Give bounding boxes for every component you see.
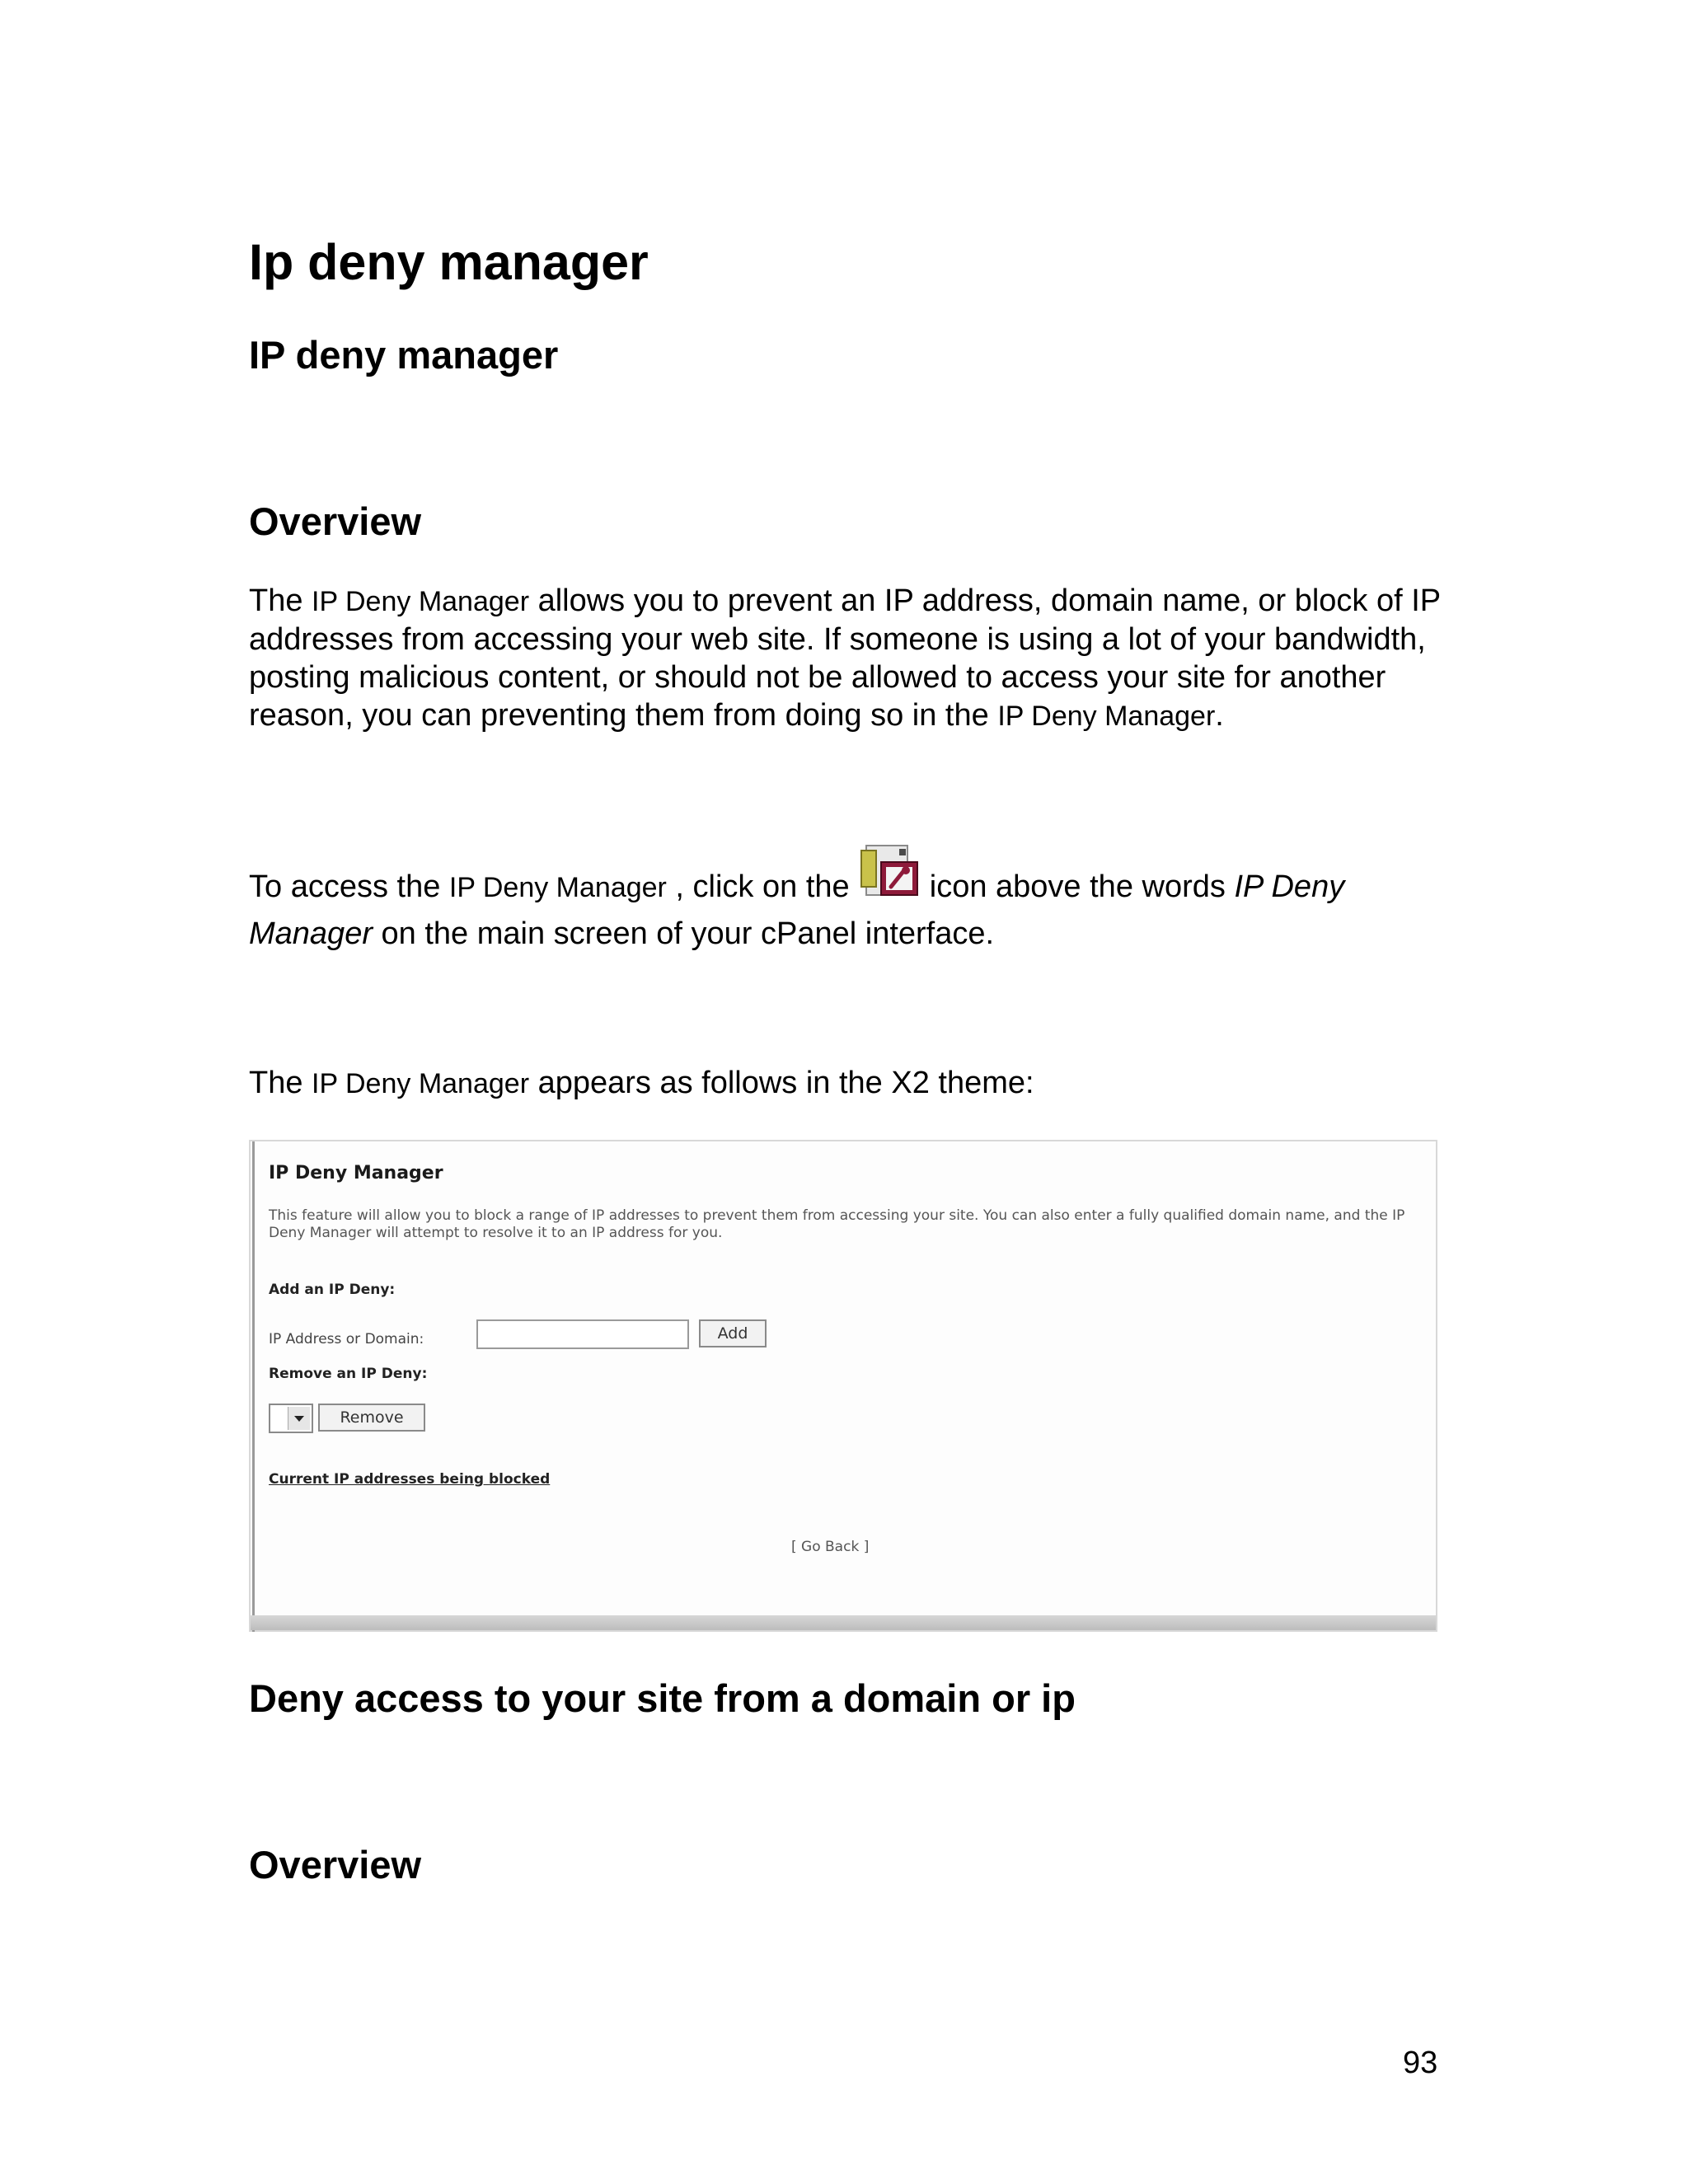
- intro-paragraph: The IP Deny Manager allows you to prevent an IP address, domain name, or block of IP addresses from accessing your web site. If someone is using a lot of your bandwidth, posting malicious content, or should not be allowed to access your site for another reason, you can preventing them from doing so in the IP Deny Manager.: [249, 583, 1441, 733]
- screenshot-status-bar: [251, 1615, 1436, 1630]
- page-title: Ip deny manager: [249, 234, 649, 290]
- ip-address-label: IP Address or Domain:: [269, 1331, 424, 1347]
- page-number: 93: [1403, 2046, 1438, 2080]
- overview-heading-2: Overview: [249, 1843, 422, 1886]
- access-line-2: Manager on the main screen of your cPanel interface.: [249, 916, 995, 951]
- chevron-down-icon: [288, 1407, 310, 1430]
- ip-deny-manager-icon: [858, 842, 921, 905]
- theme-line: The IP Deny Manager appears as follows in the X2 theme:: [249, 1066, 1034, 1100]
- access-line-1: To access the IP Deny Manager , click on the icon above the words IP Deny: [249, 842, 1344, 905]
- remove-ip-deny-heading: Remove an IP Deny:: [269, 1366, 428, 1382]
- section-title: IP deny manager: [249, 333, 559, 377]
- remove-ip-select[interactable]: [269, 1404, 313, 1433]
- screenshot-left-border: [252, 1141, 255, 1632]
- screenshot-title: IP Deny Manager: [269, 1163, 443, 1183]
- screenshot-description: This feature will allow you to block a range of IP addresses to prevent them from accessing your site. You can also enter a fully qualified domain name, and the IP Deny Manager will attempt to resolve it to an IP address for you.: [269, 1207, 1405, 1241]
- add-button[interactable]: Add: [699, 1319, 767, 1347]
- deny-access-heading: Deny access to your site from a domain or ip: [249, 1676, 1076, 1720]
- current-blocked-link[interactable]: Current IP addresses being blocked: [269, 1471, 551, 1488]
- ip-address-input[interactable]: [476, 1319, 689, 1349]
- go-back-link[interactable]: [ Go Back ]: [791, 1539, 870, 1555]
- add-ip-deny-heading: Add an IP Deny:: [269, 1282, 396, 1298]
- ip-deny-manager-screenshot: [249, 1140, 1437, 1632]
- overview-heading: Overview: [249, 499, 422, 543]
- remove-button[interactable]: Remove: [318, 1404, 425, 1432]
